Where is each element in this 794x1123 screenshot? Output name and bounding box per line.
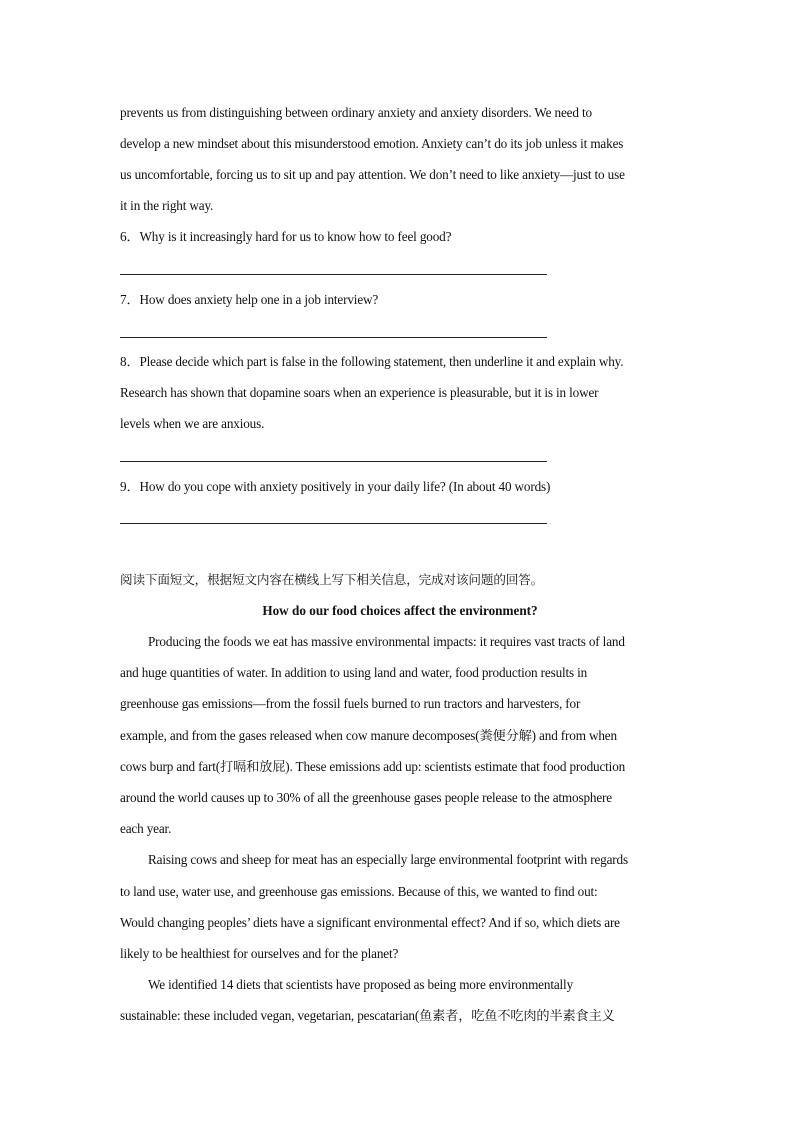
paragraph-line: around the world causes up to 30% of all the greenhouse gases people release to the atmosphere [120,790,612,805]
paragraph-line: sustainable: these included vegan, vegetarian, pescatarian(鱼素者，吃鱼不吃肉的半素食主义 [120,1008,615,1023]
question-8-statement: levels when we are anxious. [120,416,265,431]
paragraph-line: Would changing peoples’ diets have a significant environmental effect? And if so, which diets are [120,915,620,930]
passage-line: prevents us from distinguishing between ordinary anxiety and anxiety disorders. We need to [120,105,592,120]
paragraph-line: We identified 14 diets that scientists have proposed as being more environmentally [148,977,574,992]
answer-line-6[interactable] [120,274,547,275]
answer-line-8[interactable] [120,461,547,462]
paragraph-line: to land use, water use, and greenhouse gas emissions. Because of this, we wanted to find out: [120,884,598,899]
paragraph-line: likely to be healthiest for ourselves and for the planet? [120,946,399,961]
paragraph-line: greenhouse gas emissions—from the fossil fuels burned to run tractors and harvesters, for [120,696,581,711]
passage-line: us uncomfortable, forcing us to sit up and pay attention. We don’t need to like anxiety—just to use [120,167,625,182]
passage-title: How do our food choices affect the environment? [262,603,538,618]
passage-line: develop a new mindset about this misunderstood emotion. Anxiety can’t do its job unless it makes [120,136,624,151]
paragraph-line: and huge quantities of water. In addition to using land and water, food production results in [120,665,588,680]
paragraph-line: cows burp and fart(打嗝和放屁). These emissions add up: scientists estimate that food production [120,759,626,774]
paragraph-line: each year. [120,821,172,836]
paragraph-line: Raising cows and sheep for meat has an especially large environmental footprint with regards [148,852,628,867]
section-instructions: 阅读下面短文，根据短文内容在横线上写下相关信息，完成对该问题的回答。 [120,572,544,587]
question-9: 9．How do you cope with anxiety positively in your daily life? (In about 40 words) [120,479,551,494]
paragraph-line: Producing the foods we eat has massive environmental impacts: it requires vast tracts of land [148,634,625,649]
answer-line-9[interactable] [120,523,547,524]
passage-line: it in the right way. [120,198,214,213]
question-6: 6．Why is it increasingly hard for us to know how to feel good? [120,229,452,244]
question-8-statement: Research has shown that dopamine soars when an experience is pleasurable, but it is in lower [120,385,599,400]
answer-line-7[interactable] [120,337,547,338]
question-7: 7．How does anxiety help one in a job interview? [120,292,379,307]
question-8: 8．Please decide which part is false in the following statement, then underline it and explain why. [120,354,624,369]
paragraph-line: example, and from the gases released when cow manure decomposes(粪便分解) and from when [120,728,617,743]
